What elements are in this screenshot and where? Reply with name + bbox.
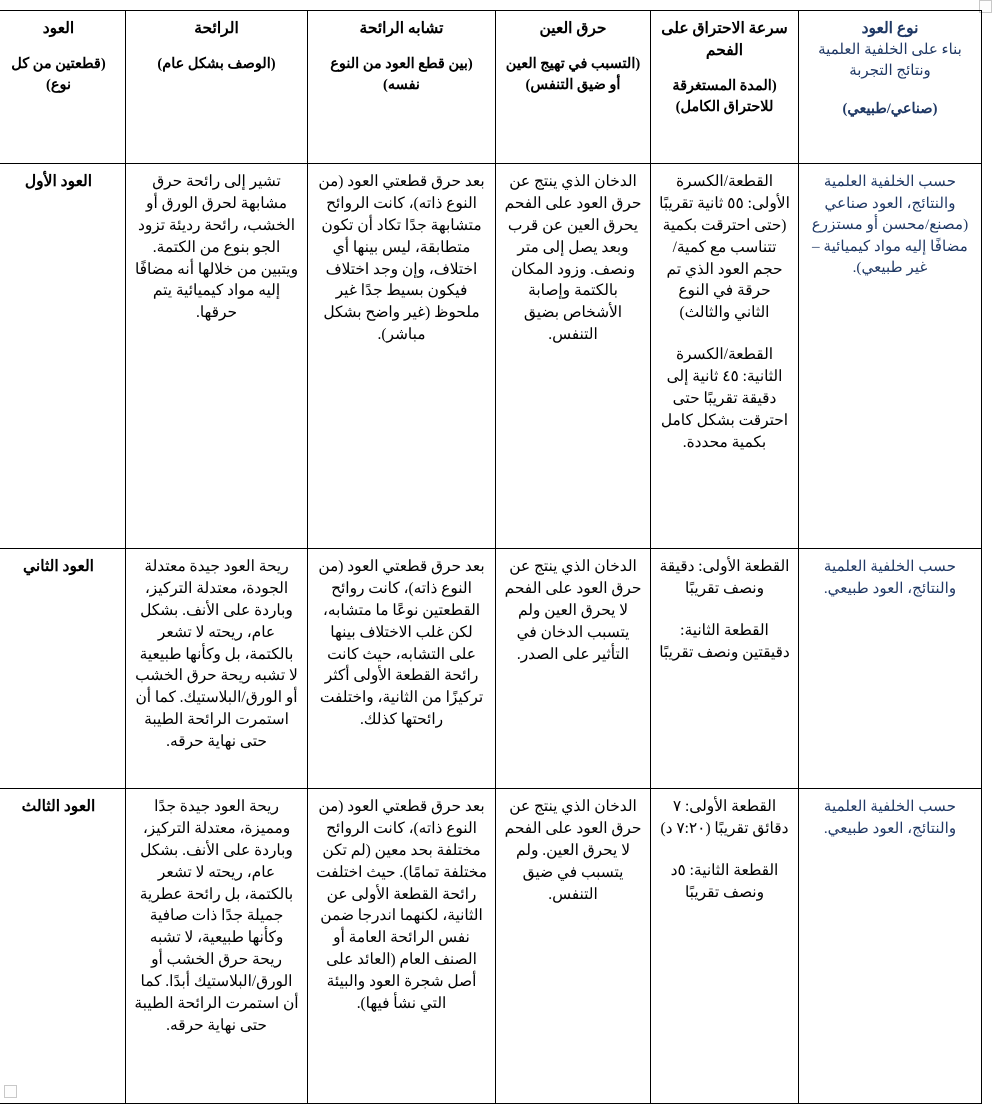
oud-comparison-table — [0, 10, 982, 1104]
header-title-smell: الرائحة — [194, 20, 239, 37]
comparison-table-container — [12, 10, 982, 1104]
cell-burn-speed — [651, 164, 799, 549]
header-subtitle-oud: (قطعتين من كل نوع) — [11, 56, 106, 93]
cell-oud-type: حسب الخلفية العلمية والنتائج، العود صناعي (مصنع/محسن أو مستزرع مضافًا إليه مواد كيميائية – غير طبيعي). — [799, 164, 982, 549]
cell-eye-burn: الدخان الذي ينتج عن حرق العود على الفحم لا يحرق العين ولم يتسبب الدخان في التأثير على الصدر. — [496, 549, 651, 789]
table-body — [0, 164, 982, 1104]
header-title-oud: العود — [42, 20, 75, 37]
column-header-similarity — [308, 11, 496, 164]
burn-speed-piece-two: القطعة الثانية: ٥د ونصف تقريبًا — [670, 861, 779, 901]
header-title-eye-burn: حرق العين — [539, 20, 607, 37]
table-header — [0, 11, 982, 164]
cell-smell: ريحة العود جيدة جدًا ومميزة، معتدلة التركيز، وباردة على الأنف. بشكل عام، ريحته لا تشعر بالكتمة، بل رائحة عطرية جميلة جدًا ذات صافية وكأنها طبيعية، لا تشبه ريحة حرق الخشب أو الورق/البلاستيك أبدًا. كما أن استمرت الرائحة الطيبة حتى نهاية حرقه. — [126, 789, 308, 1104]
cell-oud-type: حسب الخلفية العلمية والنتائج، العود طبيعي. — [799, 789, 982, 1104]
cell-similarity: بعد حرق قطعتي العود (من النوع ذاته)، كانت الروائح متشابهة جدًا تكاد أن تكون متطابقة، ليس بينها أي اختلاف، وإن وجد اختلاف فيكون بسيط جدًا غير ملحوظ (غير واضح بشكل مباشر). — [308, 164, 496, 549]
cell-oud-name: العود الثالث — [0, 789, 126, 1104]
column-header-smell — [126, 11, 308, 164]
cell-eye-burn: الدخان الذي ينتج عن حرق العود على الفحم لا يحرق العين. ولم يتسبب في ضيق التنفس. — [496, 789, 651, 1104]
table-row — [0, 549, 982, 789]
column-header-oud-type — [799, 11, 982, 164]
burn-speed-piece-two: القطعة الثانية: دقيقتين ونصف تقريبًا — [659, 621, 790, 661]
table-row — [0, 789, 982, 1104]
cell-burn-speed — [651, 789, 799, 1104]
header-subtitle-oud-type: (صناعي/طبيعي) — [842, 100, 938, 117]
header-title-burn-speed: سرعة الاحتراق على الفحم — [661, 20, 788, 59]
header-row — [0, 11, 982, 164]
header-middle-oud-type: بناء على الخلفية العلمية ونتائج التجربة — [818, 42, 962, 80]
header-title-similarity: تشابه الرائحة — [359, 20, 444, 37]
column-header-eye-burn — [496, 11, 651, 164]
burn-speed-piece-two: القطعة/الكسرة الثانية: ٤٥ ثانية إلى دقيقة تقريبًا حتى احترقت بشكل كامل بكمية محددة. — [660, 346, 789, 451]
header-subtitle-burn-speed: (المدة المستغرقة للاحتراق الكامل) — [672, 78, 777, 115]
header-title-oud-type: نوع العود — [861, 20, 919, 37]
burn-speed-piece-one: القطعة/الكسرة الأولى: ٥٥ ثانية تقريبًا (حتى احترقت بكمية تتناسب مع كمية/حجم العود الذي تم حرقة في النوع الثاني والثالث) — [659, 173, 790, 322]
cell-similarity: بعد حرق قطعتي العود (من النوع ذاته)، كانت الروائح مختلفة بحد معين (لم تكن مختلفة تمامًا). حيث اختلفت رائحة القطعة الأولى عن الثانية، لكنهما اندرجا ضمن نفس الرائحة العامة أو الصنف العام (العائد على أصل شجرة العود والبيئة التي نشأ فيها). — [308, 789, 496, 1104]
cell-oud-name: العود الثاني — [0, 549, 126, 789]
cell-burn-speed — [651, 549, 799, 789]
cell-similarity: بعد حرق قطعتي العود (من النوع ذاته)، كانت روائح القطعتين نوعًا ما متشابه، لكن غلب الاختلاف بينها على التشابه، حيث كانت رائحة القطعة الأولى أكثر تركيزًا من الثانية، واختلفت رائحتها كذلك. — [308, 549, 496, 789]
header-subtitle-similarity: (بين قطع العود من النوع نفسه) — [330, 56, 473, 93]
column-header-burn-speed — [651, 11, 799, 164]
burn-speed-piece-one: القطعة الأولى: ٧ دقائق تقريبًا (٧:٢٠ د) — [660, 798, 789, 837]
cell-oud-name: العود الأول — [0, 164, 126, 549]
header-subtitle-eye-burn: (التسبب في تهيج العين أو ضيق التنفس) — [505, 56, 641, 93]
column-header-oud — [0, 11, 126, 164]
header-subtitle-smell: (الوصف بشكل عام) — [157, 56, 276, 72]
table-row — [0, 164, 982, 549]
cell-oud-type: حسب الخلفية العلمية والنتائج، العود طبيعي. — [799, 549, 982, 789]
cell-smell: ريحة العود جيدة معتدلة الجودة، معتدلة التركيز، وباردة على الأنف. بشكل عام، ريحته لا تشعر بالكتمة، بل وكأنها طبيعية لا تشبه ريحة حرق الخشب أو الورق/البلاستيك. كما أن استمرت الرائحة الطيبة حتى نهاية حرقه. — [126, 549, 308, 789]
cell-smell: تشير إلى رائحة حرق مشابهة لحرق الورق أو الخشب، رائحة رديئة تزود الجو بنوع من الكتمة. ويتبين من خلالها أنه مضافًا إليه مواد كيميائية يتم حرقها. — [126, 164, 308, 549]
burn-speed-piece-one: القطعة الأولى: دقيقة ونصف تقريبًا — [659, 558, 790, 597]
cell-eye-burn: الدخان الذي ينتج عن حرق العود على الفحم يحرق العين عن قرب وبعد يصل إلى متر ونصف. وزود المكان بالكتمة وإصابة الأشخاص بضيق التنفس. — [496, 164, 651, 549]
